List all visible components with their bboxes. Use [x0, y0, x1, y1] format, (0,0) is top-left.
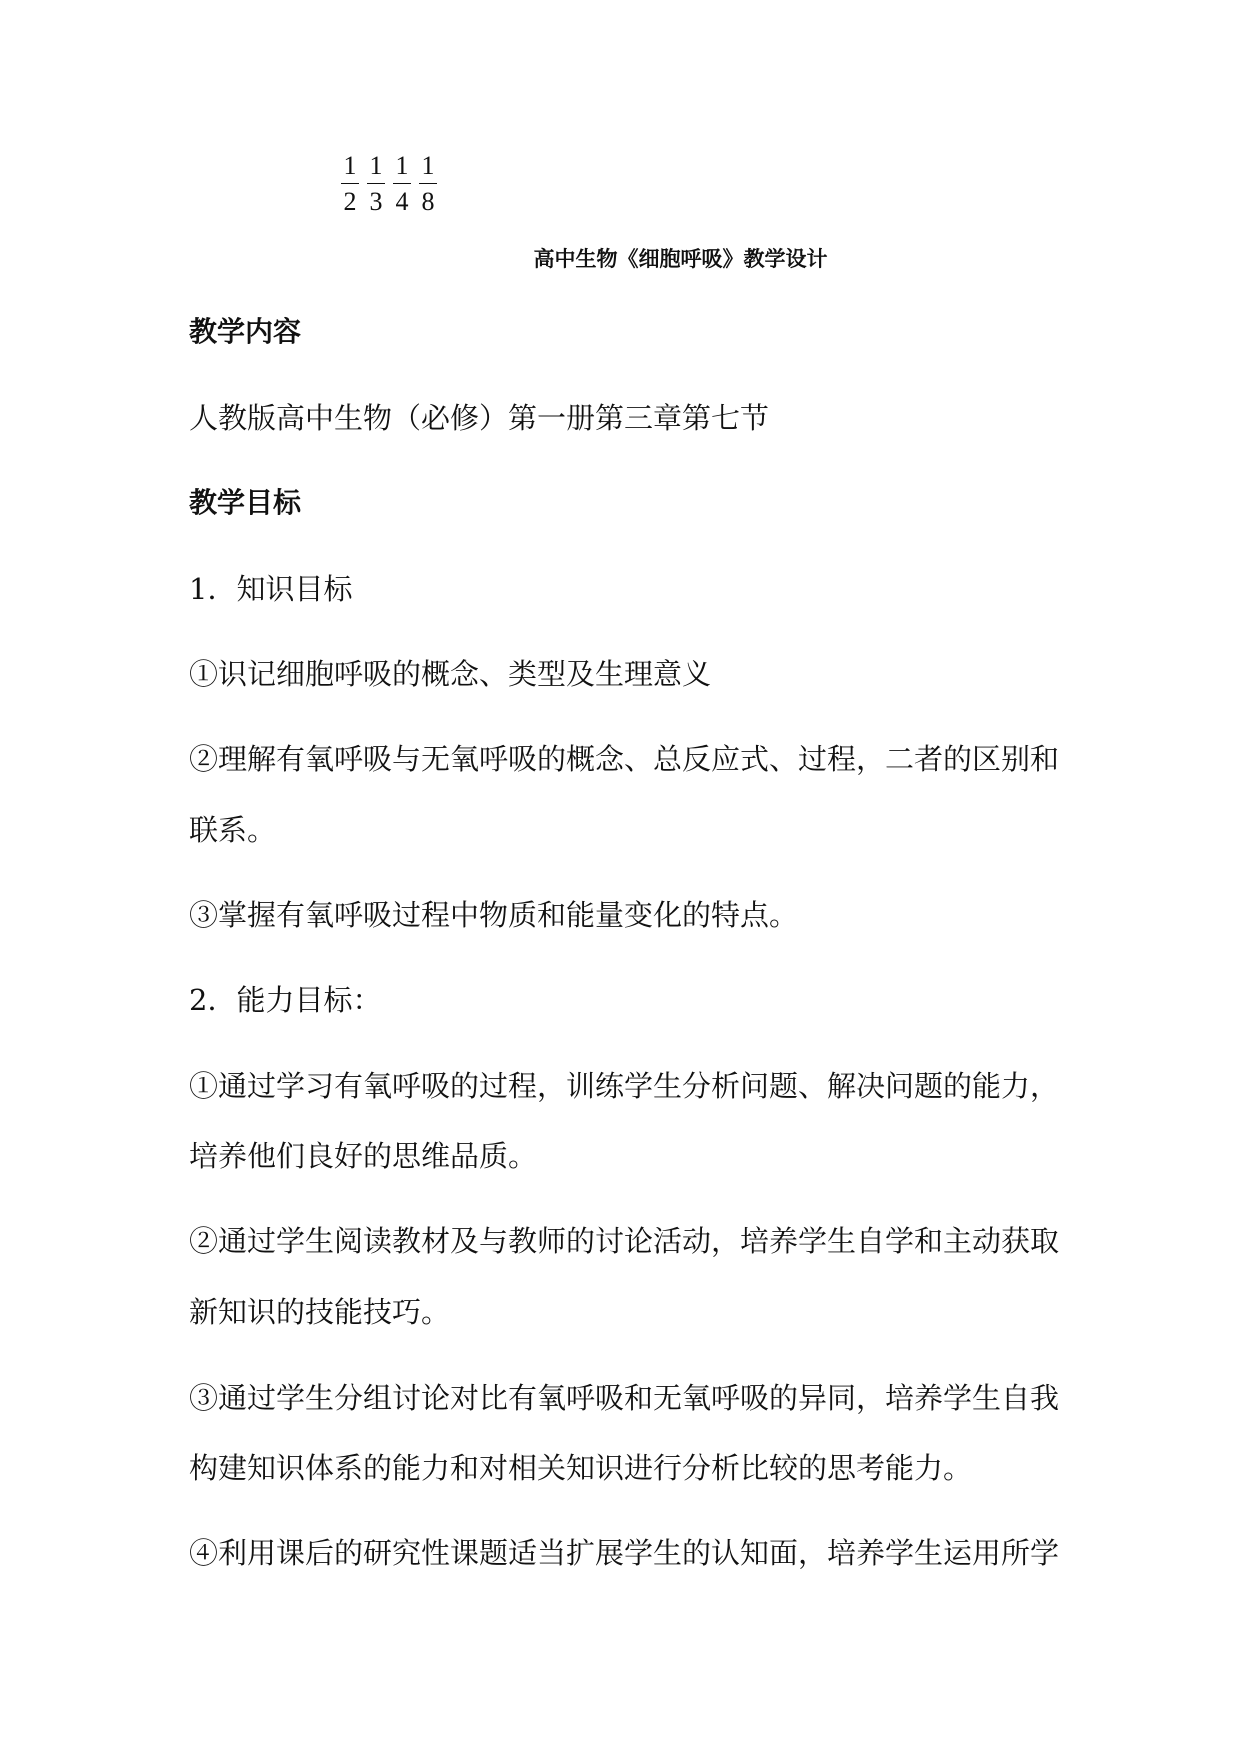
paragraph-line: 培养他们良好的思维品质。 [189, 1139, 538, 1173]
fraction-half [340, 152, 360, 216]
paragraph-line: ①通过学习有氧呼吸的过程，训练学生分析问题、解决问题的能力， [189, 1069, 1060, 1103]
fraction-bar [419, 183, 437, 184]
section-heading-content: 教学内容 [189, 315, 302, 348]
paragraph-line: 构建知识体系的能力和对相关知识进行分析比较的思考能力。 [189, 1451, 973, 1485]
fraction-bar [367, 183, 385, 184]
fraction-row [340, 152, 438, 216]
paragraph-line: 新知识的技能技巧。 [189, 1295, 451, 1329]
paragraph-line: ②通过学生阅读教材及与教师的讨论活动，培养学生自学和主动获取 [189, 1224, 1060, 1258]
subheading-knowledge: 1．知识目标 [189, 572, 353, 606]
fraction-denominator: 2 [343, 187, 357, 216]
fraction-bar [341, 183, 359, 184]
fraction-numerator: 1 [369, 151, 383, 180]
fraction-numerator: 1 [343, 151, 357, 180]
fraction-denominator: 4 [395, 187, 409, 216]
paragraph-line: ③掌握有氧呼吸过程中物质和能量变化的特点。 [189, 898, 799, 932]
fraction-eighth [418, 152, 438, 216]
fraction-bar [393, 183, 411, 184]
fraction-denominator: 8 [421, 187, 435, 216]
fraction-denominator: 3 [369, 187, 383, 216]
content-text: 人教版高中生物（必修）第一册第三章第七节 [189, 401, 770, 435]
document-title: 高中生物《细胞呼吸》教学设计 [533, 247, 828, 271]
fraction-third [366, 152, 386, 216]
section-heading-objectives: 教学目标 [189, 486, 302, 519]
fraction-numerator: 1 [421, 151, 435, 180]
paragraph-line: ②理解有氧呼吸与无氧呼吸的概念、总反应式、过程，二者的区别和 [189, 742, 1060, 776]
paragraph-line: ③通过学生分组讨论对比有氧呼吸和无氧呼吸的异同，培养学生自我 [189, 1381, 1060, 1415]
subheading-ability: 2．能力目标： [189, 983, 382, 1017]
paragraph-line: 联系。 [189, 813, 277, 847]
paragraph-line: ④利用课后的研究性课题适当扩展学生的认知面，培养学生运用所学 [189, 1536, 1060, 1570]
fraction-numerator: 1 [395, 151, 409, 180]
fraction-quarter [392, 152, 412, 216]
paragraph-line: ①识记细胞呼吸的概念、类型及生理意义 [189, 657, 712, 691]
